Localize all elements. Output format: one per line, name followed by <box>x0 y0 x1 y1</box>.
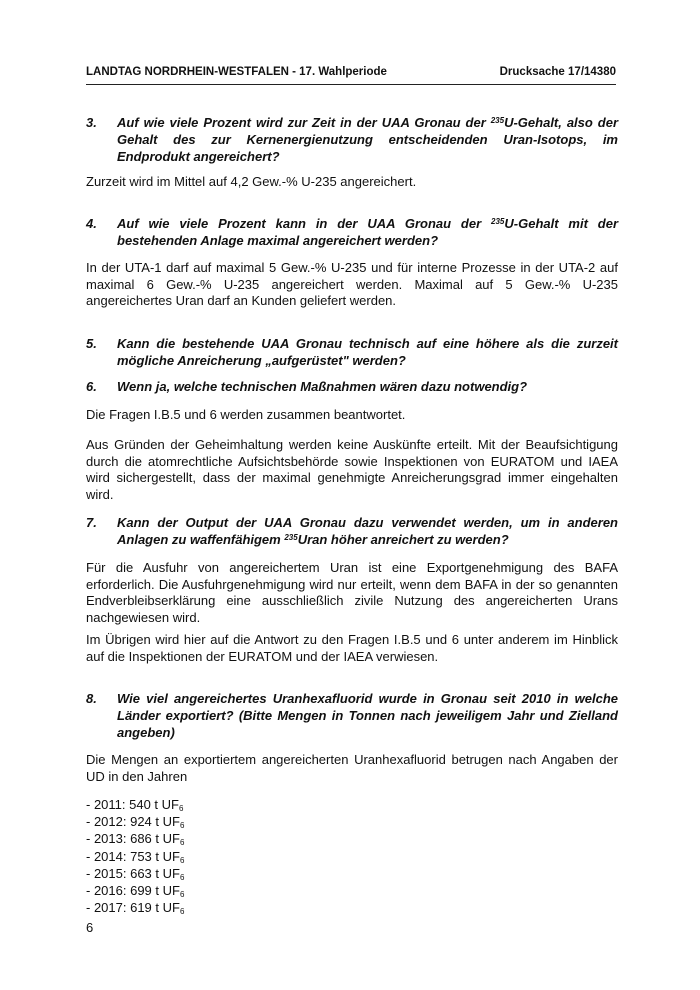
isotope-superscript: 235 <box>490 116 505 125</box>
question-number: 3. <box>86 115 97 130</box>
question-text <box>117 114 618 165</box>
question-text-part: U-Gehalt mit der bestehenden Anlage maximal angereichert werden? <box>117 216 619 248</box>
question-text <box>117 514 618 548</box>
answer-4: In der UTA-1 darf auf maximal 5 Gew.-% U-235 und für interne Prozesse in der UTA-2 auf maximal 6 Gew.-% U-235 angereichert werden. Maximal auf 5 Gew.-% U-235 angereichertes Uran darf an Kunden geliefert werden. <box>86 260 618 309</box>
question-text-part: U-Gehalt, also der Gehalt des zur Kernenergienutzung entscheidenden Uran-Isotops, im Endprodukt angereichert? <box>117 115 618 164</box>
export-amount: - 2016: 699 t UF <box>86 883 180 899</box>
question-text-part: Uran höher anreichert zu werden? <box>297 532 509 547</box>
export-amount: - 2014: 753 t UF <box>86 848 180 864</box>
question-number: 5. <box>86 336 97 351</box>
question-text: Wie viel angereichertes Uranhexafluorid wurde in Gronau seit 2010 in welche Länder exportiert? (Bitte Mengen in Tonnen nach jeweiligem Jahr und Zielland angeben) <box>117 691 618 740</box>
formula-subscript: 6 <box>178 804 184 813</box>
export-amount: - 2011: 540 t UF <box>86 797 179 812</box>
export-amount: - 2012: 924 t UF <box>86 814 180 830</box>
question-number: 4. <box>86 216 97 231</box>
answer-5-6-intro: Die Fragen I.B.5 und 6 werden zusammen beantwortet. <box>86 407 406 422</box>
list-item <box>86 849 386 866</box>
question-text-part: Kann der Output der UAA Gronau dazu verwendet werden, um in anderen Anlagen zu waffenfähigem <box>117 515 618 547</box>
list-item <box>86 831 386 848</box>
question-3 <box>86 114 618 165</box>
formula-subscript: 6 <box>179 907 185 917</box>
header-rule <box>86 84 616 85</box>
question-text-part: Auf wie viele Prozent kann in der UAA Gronau der <box>117 216 492 231</box>
header-doc-number: Drucksache 17/14380 <box>499 66 616 78</box>
question-6 <box>86 378 618 395</box>
list-item <box>86 814 386 831</box>
question-7 <box>86 514 618 548</box>
export-list <box>86 797 386 917</box>
list-item <box>86 900 386 917</box>
answer-3: Zurzeit wird im Mittel auf 4,2 Gew.-% U-235 angereichert. <box>86 174 417 189</box>
formula-subscript: 6 <box>179 890 185 900</box>
header-title: LANDTAG NORDRHEIN-WESTFALEN - 17. Wahlperiode <box>86 66 387 78</box>
formula-subscript: 6 <box>179 821 185 831</box>
page-number: 6 <box>86 920 94 935</box>
export-amount: - 2013: 686 t UF <box>86 831 180 847</box>
export-amount: - 2017: 619 t UF <box>86 900 180 916</box>
formula-subscript: 6 <box>179 838 185 848</box>
answer-7-paragraph-1: Für die Ausfuhr von angereichertem Uran ist eine Exportgenehmigung des BAFA erforderlich. Die Ausfuhrgenehmigung wird nur erteilt, wenn dem BAFA in der so genannten Endverbleibserklärung eine ausschließlich zivile Nutzung des angereicherten Urans nachgewiesen wird. <box>86 560 618 625</box>
isotope-superscript: 235 <box>284 533 298 542</box>
answer-8: Die Mengen an exportiertem angereicherten Uranhexafluorid betrugen nach Angaben der UD in den Jahren <box>86 752 618 784</box>
question-text <box>117 215 618 249</box>
question-text-part: Auf wie viele Prozent wird zur Zeit in der UAA Gronau der <box>117 115 491 130</box>
list-item <box>86 883 386 900</box>
question-number: 6. <box>86 379 97 394</box>
question-number: 8. <box>86 691 97 706</box>
question-5 <box>86 335 618 369</box>
isotope-superscript: 235 <box>491 217 505 226</box>
answer-7-paragraph-2: Im Übrigen wird hier auf die Antwort zu den Fragen I.B.5 und 6 unter anderem im Hinblick auf die Inspektionen der EURATOM und der IAEA verwiesen. <box>86 632 618 664</box>
export-amount: - 2015: 663 t UF <box>86 865 180 881</box>
formula-subscript: 6 <box>179 872 185 882</box>
formula-subscript: 6 <box>179 855 185 865</box>
question-8 <box>86 690 618 741</box>
question-4 <box>86 215 618 249</box>
question-number: 7. <box>86 515 97 530</box>
list-item <box>86 797 386 814</box>
answer-5-6-body: Aus Gründen der Geheimhaltung werden keine Auskünfte erteilt. Mit der Beaufsichtigung durch die atomrechtliche Aufsichtsbehörde sowie Inspektionen von EURATOM und IAEA wird sichergestellt, dass der maximal genehmigte Anreicherungsgrad immer eingehalten wird. <box>86 437 618 502</box>
question-text: Kann die bestehende UAA Gronau technisch auf eine höhere als die zurzeit mögliche Anreicherung „aufgerüstet" werden? <box>117 336 618 368</box>
question-text: Wenn ja, welche technischen Maßnahmen wären dazu notwendig? <box>117 379 528 394</box>
list-item <box>86 866 386 883</box>
